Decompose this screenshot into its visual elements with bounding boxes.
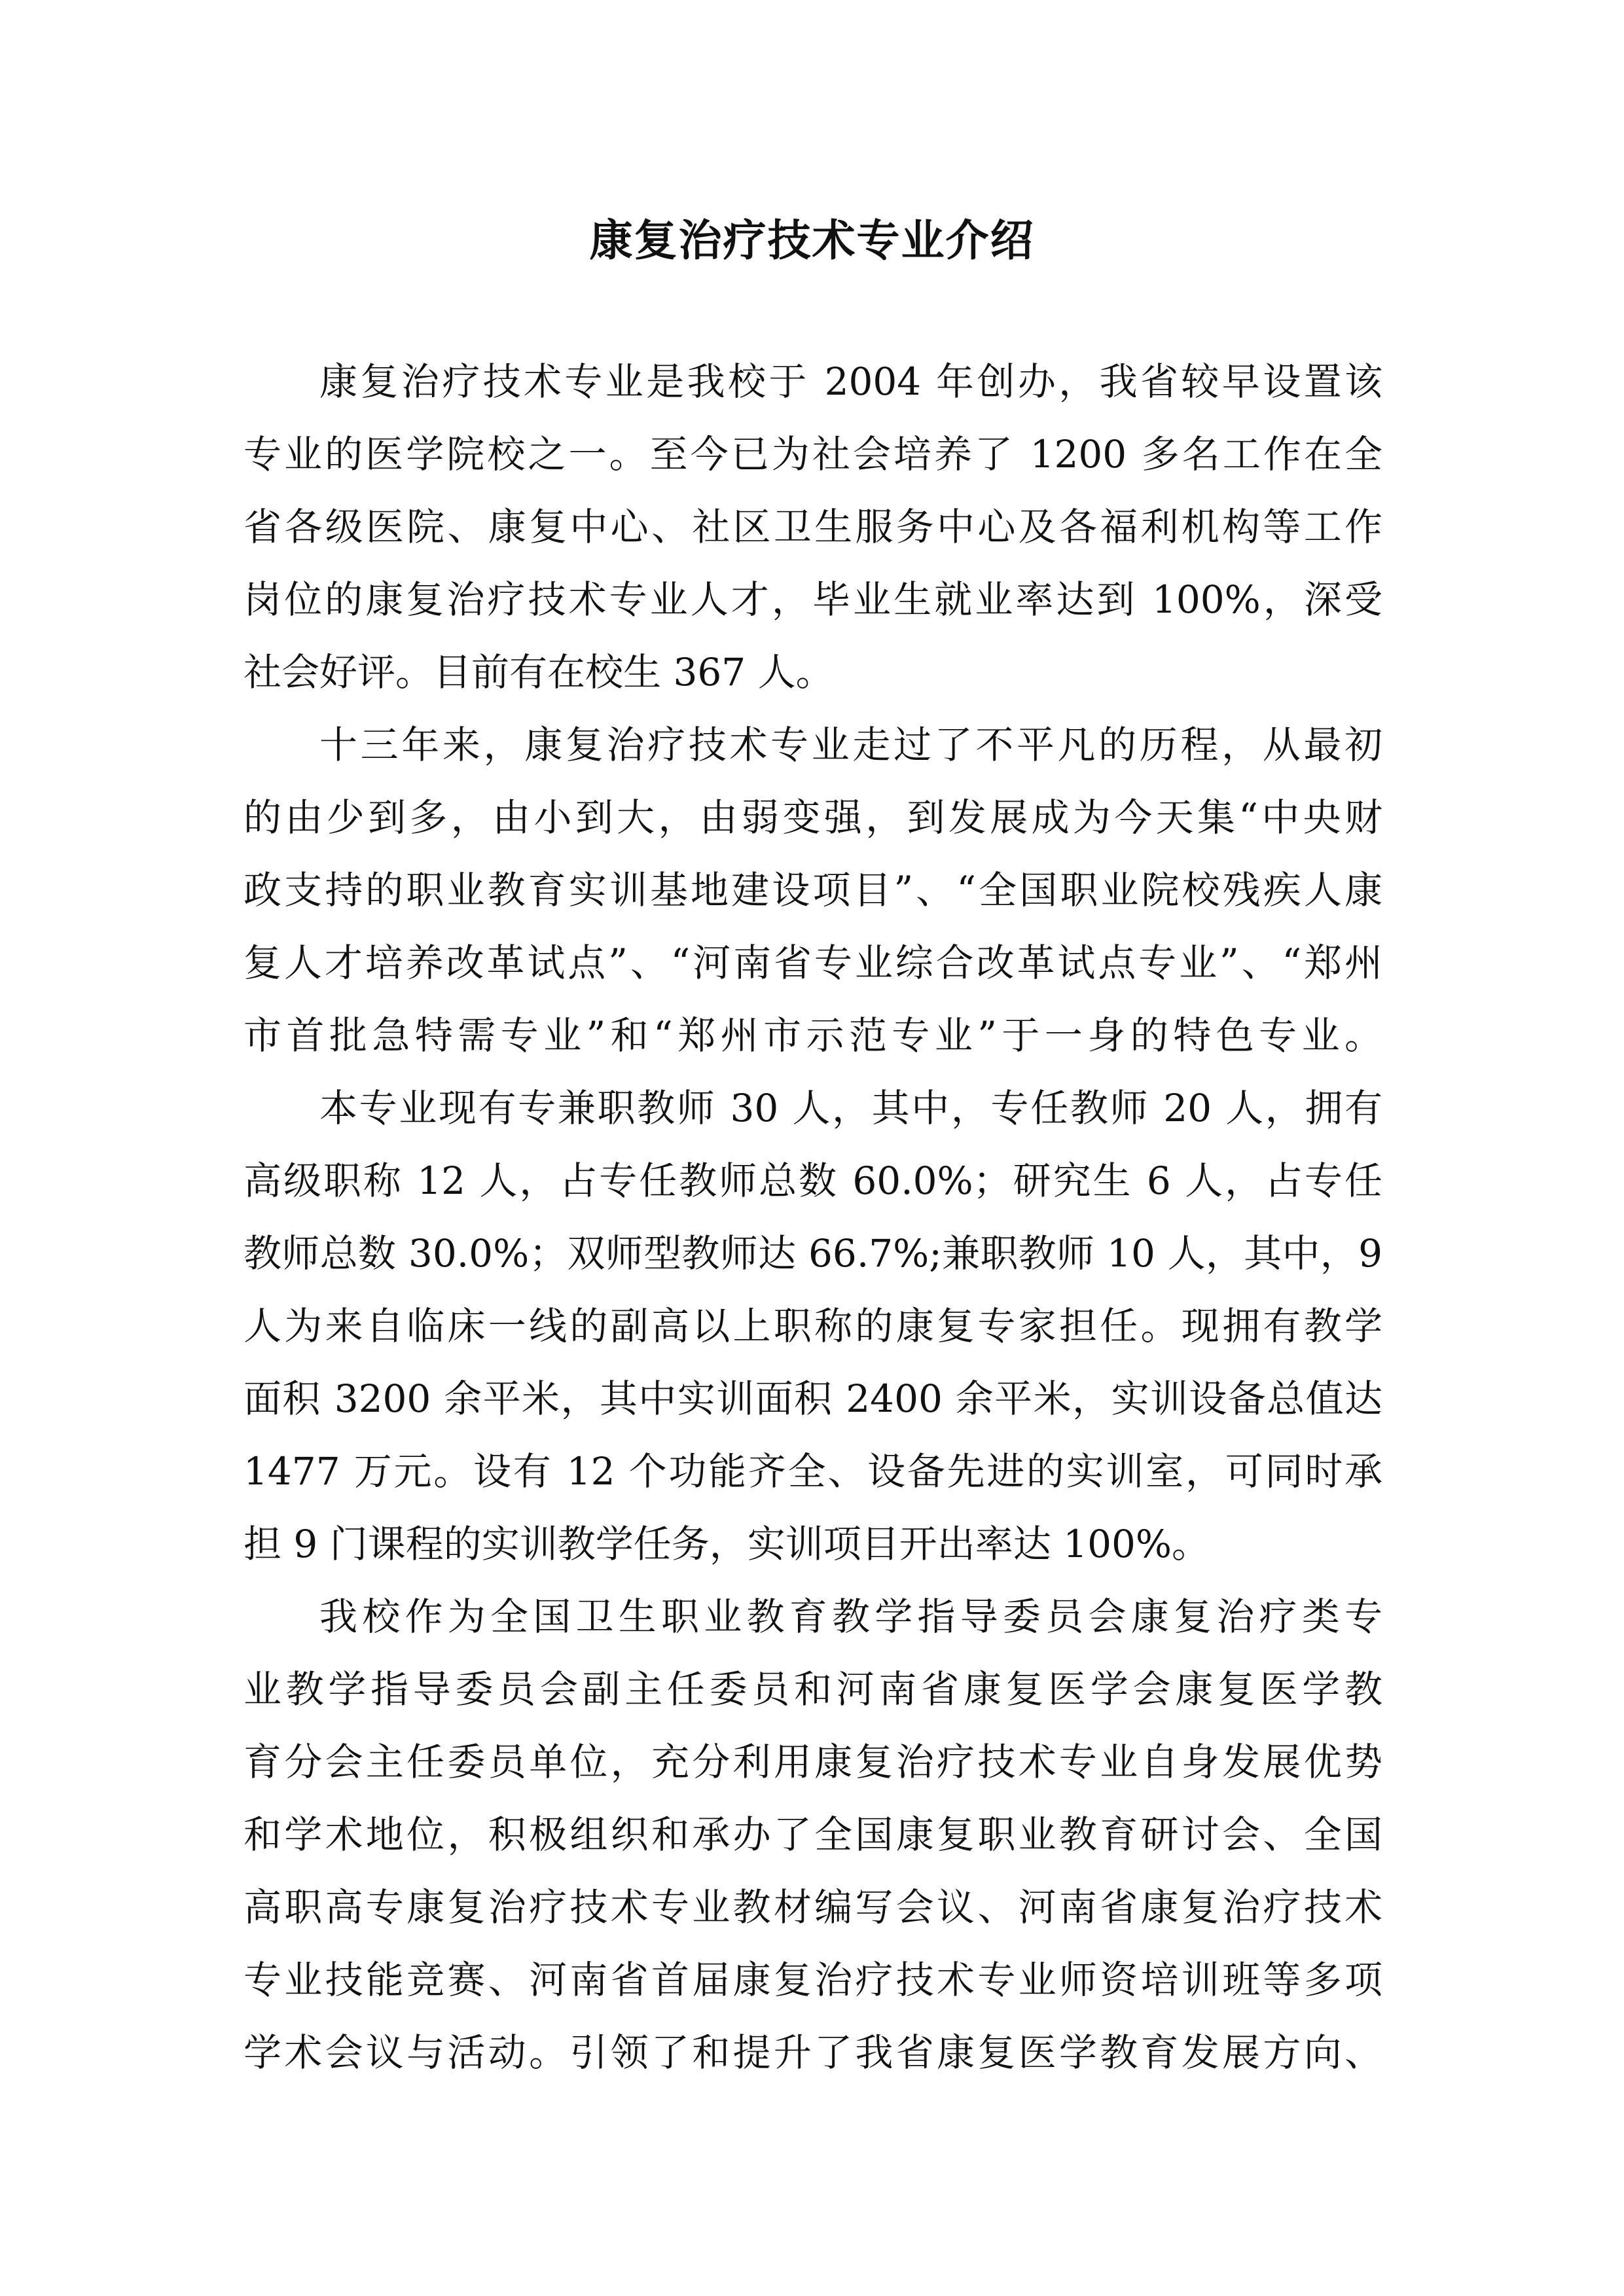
- document-body: [244, 346, 1382, 2089]
- paragraph-line: 高职高专康复治疗技术专业教材编写会议、河南省康复治疗技术: [244, 1885, 1382, 1929]
- paragraph-line: 和学术地位，积极组织和承办了全国康复职业教育研讨会、全国: [244, 1812, 1382, 1857]
- paragraph-line: 十三年来，康复治疗技术专业走过了不平凡的历程，从最初: [319, 723, 1382, 767]
- paragraph-line: 学术会议与活动。引领了和提升了我省康复医学教育发展方向、: [244, 2030, 1382, 2075]
- paragraph-line: 面积 3200 余平米，其中实训面积 2400 余平米，实训设备总值达: [244, 1376, 1382, 1421]
- paragraph-line: 专业技能竞赛、河南省首届康复治疗技术专业师资培训班等多项: [244, 1958, 1382, 2002]
- paragraph-line: 复人才培养改革试点”、“河南省专业综合改革试点专业”、“郑州: [244, 941, 1382, 985]
- paragraph-line: 专业的医学院校之一。至今已为社会培养了 1200 多名工作在全: [244, 432, 1382, 476]
- paragraph-line: 人为来自临床一线的副高以上职称的康复专家担任。现拥有教学: [244, 1304, 1382, 1348]
- paragraph-line: 业教学指导委员会副主任委员和河南省康复医学会康复医学教: [244, 1667, 1382, 1712]
- paragraph-line: 康复治疗技术专业是我校于 2004 年创办，我省较早设置该: [319, 359, 1382, 404]
- paragraph-line: 担 9 门课程的实训教学任务，实训项目开出率达 100%。: [244, 1522, 1210, 1566]
- paragraph-line: 的由少到多，由小到大，由弱变强，到发展成为今天集“中央财: [244, 795, 1382, 840]
- paragraph-line: 岗位的康复治疗技术专业人才，毕业生就业率达到 100%，深受: [244, 577, 1382, 622]
- paragraph-line: 本专业现有专兼职教师 30 人，其中，专任教师 20 人，拥有: [319, 1086, 1382, 1130]
- paragraph-line: 社会好评。目前有在校生 367 人。: [244, 650, 834, 694]
- paragraph-line: 我校作为全国卫生职业教育教学指导委员会康复治疗类专: [319, 1594, 1382, 1639]
- paragraph-line: 育分会主任委员单位，充分利用康复治疗技术专业自身发展优势: [244, 1740, 1382, 1784]
- paragraph-line: 政支持的职业教育实训基地建设项目”、“全国职业院校残疾人康: [244, 868, 1382, 912]
- paragraph-line: 省各级医院、康复中心、社区卫生服务中心及各福利机构等工作: [244, 505, 1382, 549]
- paragraph-line: 教师总数 30.0%；双师型教师达 66.7%;兼职教师 10 人，其中，9: [244, 1231, 1382, 1276]
- document-title: 康复治疗技术专业介绍: [589, 215, 1035, 266]
- paragraph-line: 1477 万元。设有 12 个功能齐全、设备先进的实训室，可同时承: [244, 1449, 1382, 1494]
- paragraph-line: 高级职称 12 人，占专任教师总数 60.0%；研究生 6 人，占专任: [244, 1158, 1382, 1203]
- paragraph-line: 市首批急特需专业”和“郑州市示范专业”于一身的特色专业。: [244, 1013, 1382, 1058]
